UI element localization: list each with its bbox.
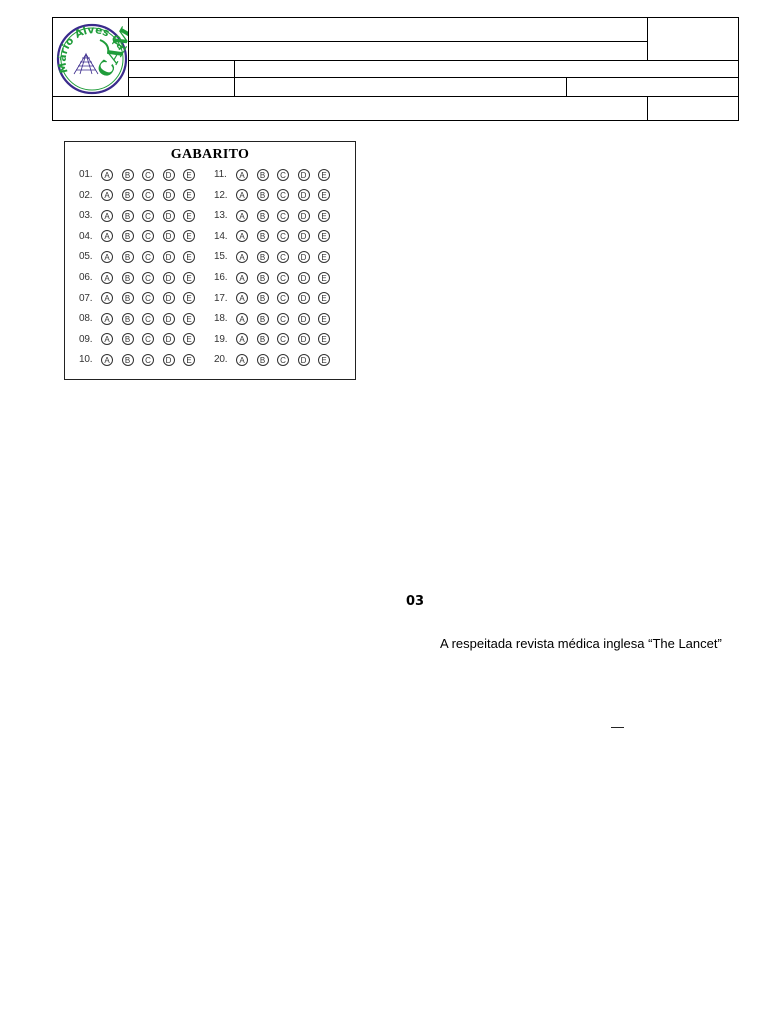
question-number-label: 11. (214, 169, 227, 180)
answer-bubble-e[interactable]: E (183, 189, 195, 201)
text-dash: — (611, 719, 624, 734)
answer-bubble-c[interactable]: C (277, 333, 289, 345)
answer-row (79, 310, 204, 327)
answer-bubble-a[interactable]: A (101, 272, 113, 284)
answer-bubble-d[interactable]: D (298, 333, 310, 345)
answer-bubble-e[interactable]: E (318, 313, 330, 325)
answer-bubble-d[interactable]: D (163, 230, 175, 242)
answer-bubble-e[interactable]: E (318, 333, 330, 345)
answer-bubble-c[interactable]: C (142, 354, 154, 366)
answer-bubble-b[interactable]: B (257, 210, 269, 222)
answer-bubble-c[interactable]: C (277, 292, 289, 304)
answer-bubble-c[interactable]: C (142, 292, 154, 304)
answer-bubble-d[interactable]: D (163, 251, 175, 263)
answer-bubble-a[interactable]: A (236, 210, 248, 222)
question-number-label: 10. (79, 354, 93, 366)
answer-bubble-e[interactable]: E (318, 189, 330, 201)
answer-row (79, 187, 204, 204)
question-paragraph: A respeitada revista médica inglesa “The Lancet” (440, 636, 722, 651)
header-line (234, 60, 235, 96)
answer-bubble-a[interactable]: A (236, 333, 248, 345)
header-line (647, 18, 648, 60)
answer-bubble-a[interactable]: A (101, 189, 113, 201)
answer-bubble-d[interactable]: D (163, 333, 175, 345)
answer-row (214, 331, 339, 348)
answer-bubble-e[interactable]: E (183, 292, 195, 304)
answer-bubble-c[interactable]: C (277, 210, 289, 222)
question-number-label: 18. (214, 313, 228, 325)
question-number-label: 20. (214, 354, 228, 366)
answer-bubble-a[interactable]: A (101, 210, 113, 222)
answer-bubble-b[interactable]: B (122, 251, 134, 263)
answer-sheet-title: GABARITO (170, 147, 250, 162)
header-table (52, 17, 739, 121)
answer-bubble-d[interactable]: D (298, 210, 310, 222)
answer-bubble-d[interactable]: D (163, 272, 175, 284)
question-number-label: 08. (79, 313, 93, 325)
question-number-label: 02. (79, 189, 93, 201)
answer-bubble-c[interactable]: C (142, 210, 154, 222)
answer-bubble-b[interactable]: B (122, 272, 134, 284)
answer-bubble-e[interactable]: E (183, 313, 195, 325)
answer-bubble-b[interactable]: B (122, 169, 134, 181)
question-number-label: 15. (214, 251, 228, 263)
header-line (128, 41, 647, 42)
answer-bubble-a[interactable]: A (236, 313, 248, 325)
question-number-label: 04. (79, 230, 93, 242)
question-number: 03 (406, 594, 425, 609)
answer-bubble-c[interactable]: C (142, 313, 154, 325)
answer-bubble-e[interactable]: E (183, 272, 195, 284)
answer-row (79, 207, 204, 224)
answer-row (214, 248, 339, 265)
answer-bubble-e[interactable]: E (318, 230, 330, 242)
question-number-label: 13. (214, 210, 228, 222)
answer-bubble-e[interactable]: E (183, 230, 195, 242)
question-number-label: 06. (79, 272, 93, 283)
header-line (566, 77, 567, 96)
answer-bubble-e[interactable]: E (318, 210, 330, 222)
answer-bubble-d[interactable]: D (163, 210, 175, 222)
answer-bubble-b[interactable]: B (122, 230, 134, 242)
answer-bubble-b[interactable]: B (257, 272, 269, 284)
answer-bubble-a[interactable]: A (101, 313, 113, 325)
question-number-label: 12. (214, 189, 228, 201)
answer-bubble-e[interactable]: E (183, 354, 195, 366)
question-number-label: 14. (214, 230, 228, 242)
answer-row (214, 228, 339, 245)
answer-bubble-a[interactable]: A (236, 354, 248, 366)
answer-bubble-c[interactable]: C (277, 230, 289, 242)
question-number-label: 01. (79, 169, 93, 180)
answer-row (79, 228, 204, 245)
answer-row (214, 166, 339, 183)
answer-bubble-d[interactable]: D (298, 189, 310, 201)
answer-bubble-d[interactable]: D (163, 292, 175, 304)
question-number-label: 17. (214, 292, 228, 304)
answer-bubble-a[interactable]: A (101, 292, 113, 304)
answer-bubble-c[interactable]: C (142, 169, 154, 181)
answer-bubble-c[interactable]: C (277, 313, 289, 325)
answer-bubble-e[interactable]: E (318, 292, 330, 304)
answer-bubble-e[interactable]: E (183, 169, 195, 181)
logo-monogram: CAM (91, 23, 128, 82)
answer-row (79, 166, 204, 183)
answer-row (79, 331, 204, 348)
question-number-label: 09. (79, 333, 93, 345)
school-logo (56, 20, 128, 96)
answer-bubble-a[interactable]: A (236, 169, 248, 181)
header-line (128, 77, 739, 78)
answer-bubble-c[interactable]: C (142, 230, 154, 242)
answer-bubble-c[interactable]: C (277, 251, 289, 263)
answer-row (214, 207, 339, 224)
question-number-label: 16. (214, 272, 228, 283)
answer-row (214, 351, 339, 368)
answer-bubble-d[interactable]: D (298, 251, 310, 263)
header-line (53, 96, 739, 97)
header-line (128, 18, 129, 96)
question-number-label: 05. (79, 251, 93, 263)
answer-bubble-d[interactable]: D (298, 169, 310, 181)
answer-bubble-d[interactable]: D (163, 189, 175, 201)
answer-bubble-a[interactable]: A (101, 333, 113, 345)
answer-bubble-c[interactable]: C (142, 272, 154, 284)
answer-bubble-d[interactable]: D (163, 169, 175, 181)
answer-bubble-b[interactable]: B (257, 251, 269, 263)
answer-bubble-a[interactable]: A (101, 230, 113, 242)
answer-row (79, 248, 204, 265)
answer-bubble-b[interactable]: B (122, 333, 134, 345)
answer-bubble-c[interactable]: C (142, 251, 154, 263)
answer-bubble-b[interactable]: B (257, 189, 269, 201)
answer-bubble-d[interactable]: D (298, 230, 310, 242)
school-logo-icon (56, 20, 128, 96)
answer-bubble-b[interactable]: B (257, 333, 269, 345)
answer-bubble-c[interactable]: C (277, 272, 289, 284)
answer-bubble-e[interactable]: E (318, 251, 330, 263)
answer-row (79, 269, 204, 286)
answer-bubble-d[interactable]: D (163, 354, 175, 366)
answer-bubble-e[interactable]: E (183, 333, 195, 345)
answer-bubble-d[interactable]: D (298, 313, 310, 325)
answer-row (79, 351, 204, 368)
answer-row (214, 310, 339, 327)
answer-bubble-a[interactable]: A (101, 354, 113, 366)
answer-bubble-b[interactable]: B (257, 292, 269, 304)
answer-bubble-b[interactable]: B (122, 189, 134, 201)
answer-bubble-d[interactable]: D (298, 354, 310, 366)
answer-bubble-b[interactable]: B (122, 313, 134, 325)
answer-bubble-a[interactable]: A (236, 189, 248, 201)
answer-bubble-a[interactable]: A (101, 169, 113, 181)
answer-bubble-d[interactable]: D (298, 272, 310, 284)
answer-bubble-e[interactable]: E (183, 251, 195, 263)
answer-bubble-b[interactable]: B (122, 210, 134, 222)
answer-bubble-d[interactable]: D (298, 292, 310, 304)
question-number-label: 03. (79, 210, 93, 222)
answer-sheet (64, 141, 356, 380)
answer-bubble-a[interactable]: A (101, 251, 113, 263)
question-number-label: 07. (79, 292, 93, 304)
answer-bubble-c[interactable]: C (277, 189, 289, 201)
answer-bubble-b[interactable]: B (257, 313, 269, 325)
question-number-label: 19. (214, 333, 228, 345)
answer-bubble-e[interactable]: E (318, 169, 330, 181)
answer-row (214, 290, 339, 307)
answer-bubble-b[interactable]: B (257, 230, 269, 242)
answer-bubble-a[interactable]: A (236, 272, 248, 284)
answer-bubble-b[interactable]: B (122, 354, 134, 366)
answer-bubble-c[interactable]: C (142, 189, 154, 201)
answer-row (214, 187, 339, 204)
answer-bubble-e[interactable]: E (318, 272, 330, 284)
answer-row (214, 269, 339, 286)
answer-bubble-b[interactable]: B (122, 292, 134, 304)
answer-bubble-a[interactable]: A (236, 251, 248, 263)
answer-bubble-a[interactable]: A (236, 230, 248, 242)
answer-row (79, 290, 204, 307)
answer-bubble-e[interactable]: E (318, 354, 330, 366)
answer-bubble-d[interactable]: D (163, 313, 175, 325)
answer-bubble-b[interactable]: B (257, 169, 269, 181)
answer-bubble-c[interactable]: C (277, 354, 289, 366)
answer-bubble-a[interactable]: A (236, 292, 248, 304)
header-line (647, 96, 648, 121)
answer-bubble-c[interactable]: C (277, 169, 289, 181)
answer-bubble-c[interactable]: C (142, 333, 154, 345)
answer-bubble-b[interactable]: B (257, 354, 269, 366)
logo-text: Mário Alves Ca (56, 24, 128, 75)
header-line (128, 60, 739, 61)
answer-bubble-e[interactable]: E (183, 210, 195, 222)
